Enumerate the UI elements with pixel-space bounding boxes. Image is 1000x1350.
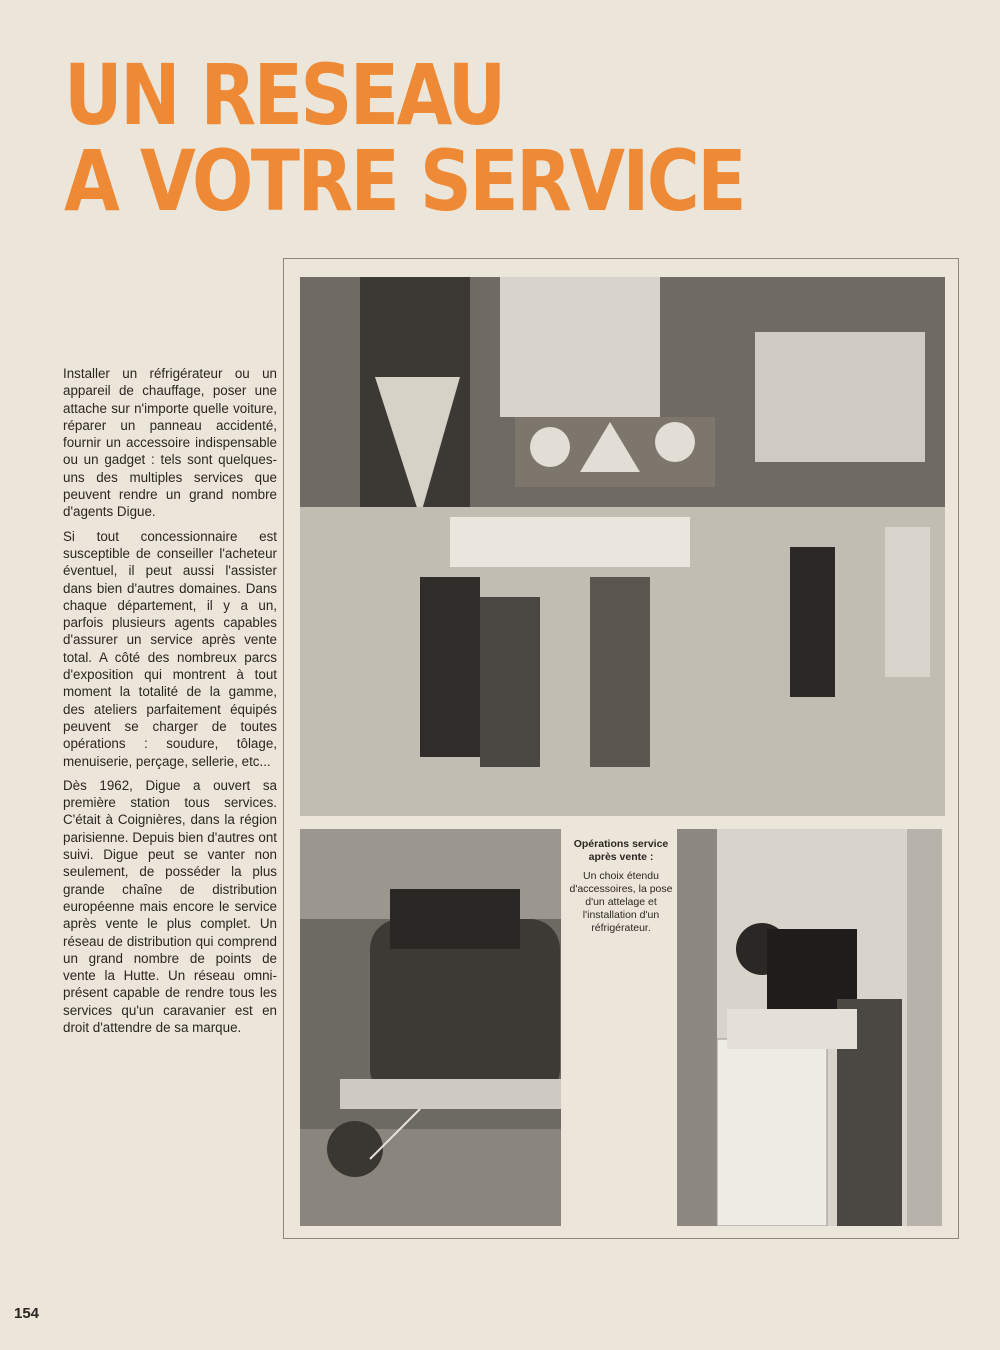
paragraph: Si tout concessionnaire est susceptible de conseiller l'acheteur éventuel, il peut aussi l'assister dans bien d'autres domaines. Dans chaque département, il y a un, parfois plusieurs agents capables d'assurer un service après vente total. A côté des nombreux parcs d'exposition qui montrent à tout moment la totalité de la gamme, des ateliers parfaitement équipés peuvent se charger de toutes opérations : soudure, tôlage, menuiserie, perçage, sellerie, etc... [63, 528, 277, 769]
page-number: 154 [14, 1305, 40, 1322]
workshop-photo [300, 829, 561, 1226]
paragraph: Installer un réfrigérateur ou un appareil de chauffage, poser une attache sur n'importe quelle voiture, réparer un panneau accidenté, fournir un accessoire indispensable ou un gadget : tels sont quelques-uns des multiples services que peuvent rendre un grand nombre d'agents Digue. [63, 366, 277, 520]
title-line-2: A VOTRE SERVICE [64, 132, 744, 230]
fridge-installation-photo [677, 829, 942, 1226]
photo-caption [565, 838, 677, 935]
paragraph: Dès 1962, Digue a ouvert sa première station tous services. C'était à Coignières, dans la région parisienne. Depuis bien d'autres ont suivi. Digue peut se vanter non seulement, de posséder la plus grande chaîne de distribution européenne mais encore le service après vente le plus complet. Un réseau de distribution qui comprend un grand nombre de points de vente la Hutte. Un réseau omni-présent capable de rendre tous les services qu'un caravanier est en droit d'attendre de sa marque. [63, 777, 277, 1035]
showroom-photo [300, 277, 945, 816]
caption-heading: Opérations service après vente : [573, 838, 669, 863]
caption-text: Un choix étendu d'accessoires, la pose d'un attelage et l'installation d'un réfrigérateur. [569, 870, 673, 934]
page-title [64, 46, 744, 230]
article-body [63, 365, 277, 1043]
title-line-1: UN RESEAU [64, 46, 504, 144]
